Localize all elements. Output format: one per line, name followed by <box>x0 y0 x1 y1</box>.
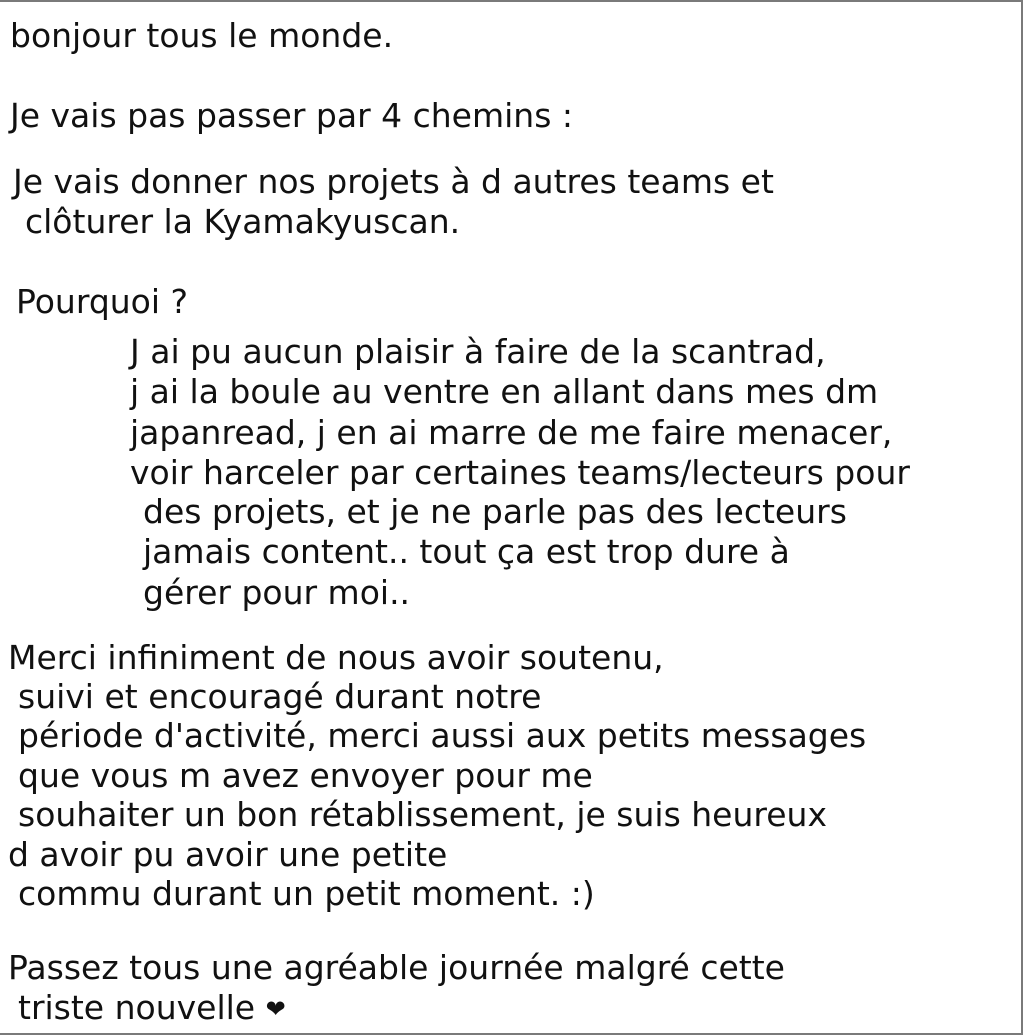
greeting-line: bonjour tous le monde. <box>10 16 394 55</box>
reason-line: jamais content.. tout ça est trop dure à <box>143 532 790 571</box>
thanks-line: souhaiter un bon rétablissement, je suis heureux <box>18 795 827 834</box>
reason-line: gérer pour moi.. <box>143 573 411 612</box>
decision-line: clôturer la Kyamakyuscan. <box>25 202 461 241</box>
reason-line: voir harceler par certaines teams/lecteurs pour <box>130 453 910 492</box>
closing-text: triste nouvelle <box>18 988 256 1027</box>
reason-line: japanread, j en ai marre de me faire menacer, <box>130 413 893 452</box>
thanks-line: commu durant un petit moment. :) <box>18 874 595 913</box>
heart-icon: ❤ <box>265 995 286 1023</box>
reason-line: j ai la boule au ventre en allant dans mes dm <box>130 372 879 411</box>
thanks-line: d avoir pu avoir une petite <box>8 835 448 874</box>
thanks-line: que vous m avez envoyer pour me <box>18 756 593 795</box>
closing-line <box>18 988 286 1029</box>
decision-line: Je vais donner nos projets à d autres teams et <box>13 162 774 201</box>
why-heading: Pourquoi ? <box>16 282 189 321</box>
intro-line: Je vais pas passer par 4 chemins : <box>10 96 573 135</box>
closing-line: Passez tous une agréable journée malgré cette <box>8 948 785 987</box>
thanks-line: période d'activité, merci aussi aux petits messages <box>18 716 867 755</box>
thanks-line: Merci infiniment de nous avoir soutenu, <box>8 638 664 677</box>
thanks-line: suivi et encouragé durant notre <box>18 677 542 716</box>
reason-line: J ai pu aucun plaisir à faire de la scantrad, <box>130 332 826 371</box>
reason-line: des projets, et je ne parle pas des lecteurs <box>143 492 847 531</box>
